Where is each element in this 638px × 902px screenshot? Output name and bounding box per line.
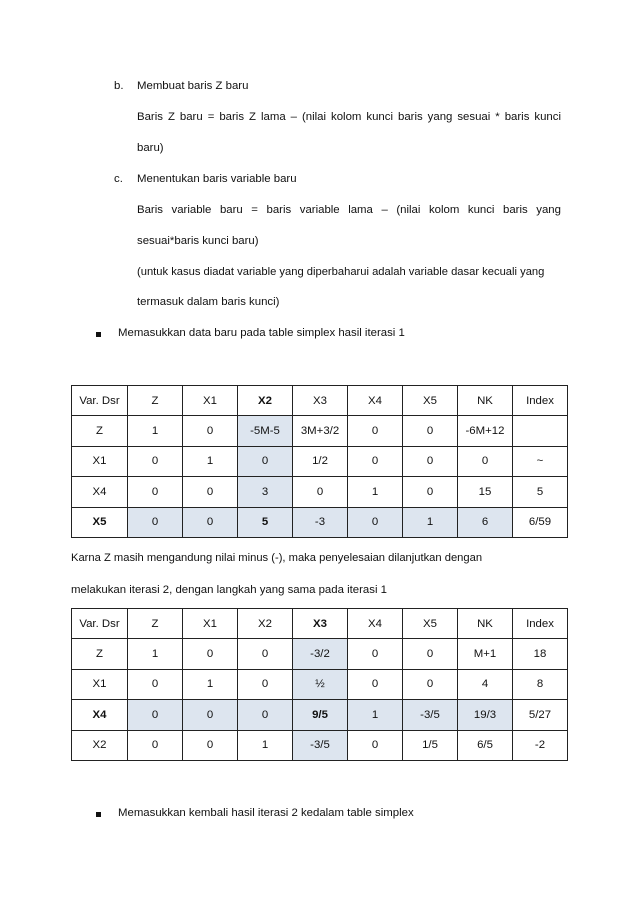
- table-cell: 0: [348, 416, 403, 446]
- bullet-text-2: Memasukkan kembali hasil iterasi 2 kedalam table simplex: [118, 807, 414, 819]
- word: variable: [299, 204, 340, 216]
- word: =: [251, 204, 258, 216]
- word: baru: [179, 111, 203, 123]
- section-c-line1: [137, 204, 561, 216]
- bullet-text-1: Memasukkan data baru pada table simplex hasil iterasi 1: [118, 327, 405, 339]
- table-cell: 6: [458, 507, 513, 537]
- list-marker-c: c.: [114, 173, 123, 185]
- table-row: [72, 700, 568, 730]
- word: Z: [249, 111, 256, 123]
- table-cell: Z: [128, 609, 183, 639]
- word: kolom: [331, 111, 362, 123]
- table-cell: -6M+12: [458, 416, 513, 446]
- table-cell: X3: [293, 386, 348, 416]
- table-cell: 3M+3/2: [293, 416, 348, 446]
- word: –: [381, 204, 388, 216]
- table-cell: 0: [128, 477, 183, 507]
- section-c-line3: (untuk kasus diadat variable yang diperbaharui adalah variable dasar kecuali yang: [137, 266, 545, 278]
- table-cell: 0: [293, 477, 348, 507]
- table-cell: 3: [238, 477, 293, 507]
- word: baris: [219, 111, 245, 123]
- table-cell: Var. Dsr: [72, 386, 128, 416]
- table-row: [72, 669, 568, 699]
- section-b-line2: baru): [137, 142, 164, 154]
- table-header-row: [72, 609, 568, 639]
- table-cell: 0: [183, 416, 238, 446]
- table-cell: Var. Dsr: [72, 609, 128, 639]
- table-cell: X1: [183, 386, 238, 416]
- table-cell: 5: [238, 507, 293, 537]
- table-cell: 4: [458, 669, 513, 699]
- paragraph-line2: melakukan iterasi 2, dengan langkah yang sama pada iterasi 1: [71, 584, 387, 596]
- section-c-line4: termasuk dalam baris kunci): [137, 296, 280, 308]
- table-cell: 0: [403, 669, 458, 699]
- table-cell: 0: [238, 446, 293, 476]
- word: sesuai: [457, 111, 491, 123]
- table-cell: 1: [403, 507, 458, 537]
- simplex-table-iterasi-1: [71, 385, 568, 538]
- table-cell: Z: [72, 416, 128, 446]
- table-row: [72, 446, 568, 476]
- table-cell: 8: [513, 669, 568, 699]
- list-marker-b: b.: [114, 80, 124, 92]
- word: kunci: [366, 111, 393, 123]
- word: kunci: [467, 204, 495, 216]
- word: variable: [171, 204, 212, 216]
- table-cell: 0: [183, 507, 238, 537]
- word: yang: [536, 204, 561, 216]
- table-cell: 1/5: [403, 730, 458, 760]
- word: lama: [260, 111, 286, 123]
- word: =: [207, 111, 215, 123]
- section-b-title: Membuat baris Z baru: [137, 80, 249, 92]
- word: (nilai: [301, 111, 327, 123]
- table-cell: X1: [72, 669, 128, 699]
- table-cell: ~: [513, 446, 568, 476]
- table-cell: 5: [513, 477, 568, 507]
- table-cell: NK: [458, 609, 513, 639]
- table-cell: 9/5: [293, 700, 348, 730]
- table-cell: X4: [348, 386, 403, 416]
- table-cell: 1: [183, 669, 238, 699]
- table-cell: X5: [72, 507, 128, 537]
- table-cell: X1: [183, 609, 238, 639]
- word: baris: [397, 111, 423, 123]
- word: baris: [503, 204, 528, 216]
- table-cell: 1: [348, 477, 403, 507]
- table-cell: 0: [238, 669, 293, 699]
- table-cell: NK: [458, 386, 513, 416]
- section-b-line1: [137, 111, 561, 123]
- table-cell: X4: [72, 700, 128, 730]
- table-cell: 0: [183, 639, 238, 669]
- word: yang: [427, 111, 453, 123]
- section-c-title: Menentukan baris variable baru: [137, 173, 297, 185]
- table-cell: 15: [458, 477, 513, 507]
- table-cell: 6/59: [513, 507, 568, 537]
- table-cell: 0: [128, 669, 183, 699]
- table-cell: Z: [72, 639, 128, 669]
- word: baru: [219, 204, 243, 216]
- table-cell: -5M-5: [238, 416, 293, 446]
- table-cell: -3/5: [293, 730, 348, 760]
- table-cell: 1: [183, 446, 238, 476]
- table-cell: X5: [403, 609, 458, 639]
- word: kunci: [534, 111, 561, 123]
- table-cell: 19/3: [458, 700, 513, 730]
- table-row: [72, 730, 568, 760]
- table-cell: 0: [348, 446, 403, 476]
- table-cell: X1: [72, 446, 128, 476]
- word: lama: [348, 204, 373, 216]
- table-cell: 0: [403, 416, 458, 446]
- table-cell: X4: [72, 477, 128, 507]
- word: *: [495, 111, 500, 123]
- table-cell: 5/27: [513, 700, 568, 730]
- word: Baris: [137, 204, 163, 216]
- table-cell: -3/2: [293, 639, 348, 669]
- table-cell: 1: [128, 416, 183, 446]
- table-cell: X2: [238, 386, 293, 416]
- table-row: [72, 639, 568, 669]
- table-cell: -3/5: [403, 700, 458, 730]
- table-cell: 0: [238, 639, 293, 669]
- word: –: [290, 111, 297, 123]
- table-cell: X2: [72, 730, 128, 760]
- table-cell: 0: [348, 669, 403, 699]
- table-cell: X3: [293, 609, 348, 639]
- word: baris: [266, 204, 292, 216]
- table-cell: 0: [128, 446, 183, 476]
- table-cell: 0: [128, 507, 183, 537]
- table-cell: 18: [513, 639, 568, 669]
- table-cell: Index: [513, 386, 568, 416]
- table-cell: 0: [403, 446, 458, 476]
- table-row: [72, 416, 568, 446]
- table-cell: X2: [238, 609, 293, 639]
- table-cell: 0: [348, 639, 403, 669]
- table-cell: -2: [513, 730, 568, 760]
- word: (nilai: [396, 204, 421, 216]
- table-cell: [513, 416, 568, 446]
- table-cell: 0: [348, 730, 403, 760]
- word: baris: [504, 111, 530, 123]
- table-cell: 0: [348, 507, 403, 537]
- table-cell: 0: [128, 700, 183, 730]
- bullet-square-icon: [96, 812, 101, 817]
- table-cell: 1: [128, 639, 183, 669]
- table-cell: 0: [238, 700, 293, 730]
- table-cell: 0: [183, 477, 238, 507]
- table-cell: 0: [128, 730, 183, 760]
- table-cell: -3: [293, 507, 348, 537]
- table-cell: Z: [128, 386, 183, 416]
- table-cell: 0: [458, 446, 513, 476]
- table-cell: 0: [403, 477, 458, 507]
- table-cell: X5: [403, 386, 458, 416]
- word: Z: [167, 111, 175, 123]
- word: kolom: [428, 204, 460, 216]
- word: Baris: [137, 111, 163, 123]
- table-header-row: [72, 386, 568, 416]
- table-cell: Index: [513, 609, 568, 639]
- table-cell: 1/2: [293, 446, 348, 476]
- table-cell: 0: [183, 730, 238, 760]
- table-row: [72, 507, 568, 537]
- simplex-table-iterasi-2: [71, 608, 568, 761]
- table-cell: X4: [348, 609, 403, 639]
- table-cell: 0: [183, 700, 238, 730]
- table-cell: 0: [403, 639, 458, 669]
- table-row: [72, 477, 568, 507]
- table-cell: ½: [293, 669, 348, 699]
- section-c-line2: sesuai*baris kunci baru): [137, 235, 259, 247]
- table-cell: 1: [348, 700, 403, 730]
- table-cell: 6/5: [458, 730, 513, 760]
- bullet-square-icon: [96, 332, 101, 337]
- table-cell: 1: [238, 730, 293, 760]
- paragraph-line1: Karna Z masih mengandung nilai minus (-), maka penyelesaian dilanjutkan dengan: [71, 552, 483, 564]
- table-cell: M+1: [458, 639, 513, 669]
